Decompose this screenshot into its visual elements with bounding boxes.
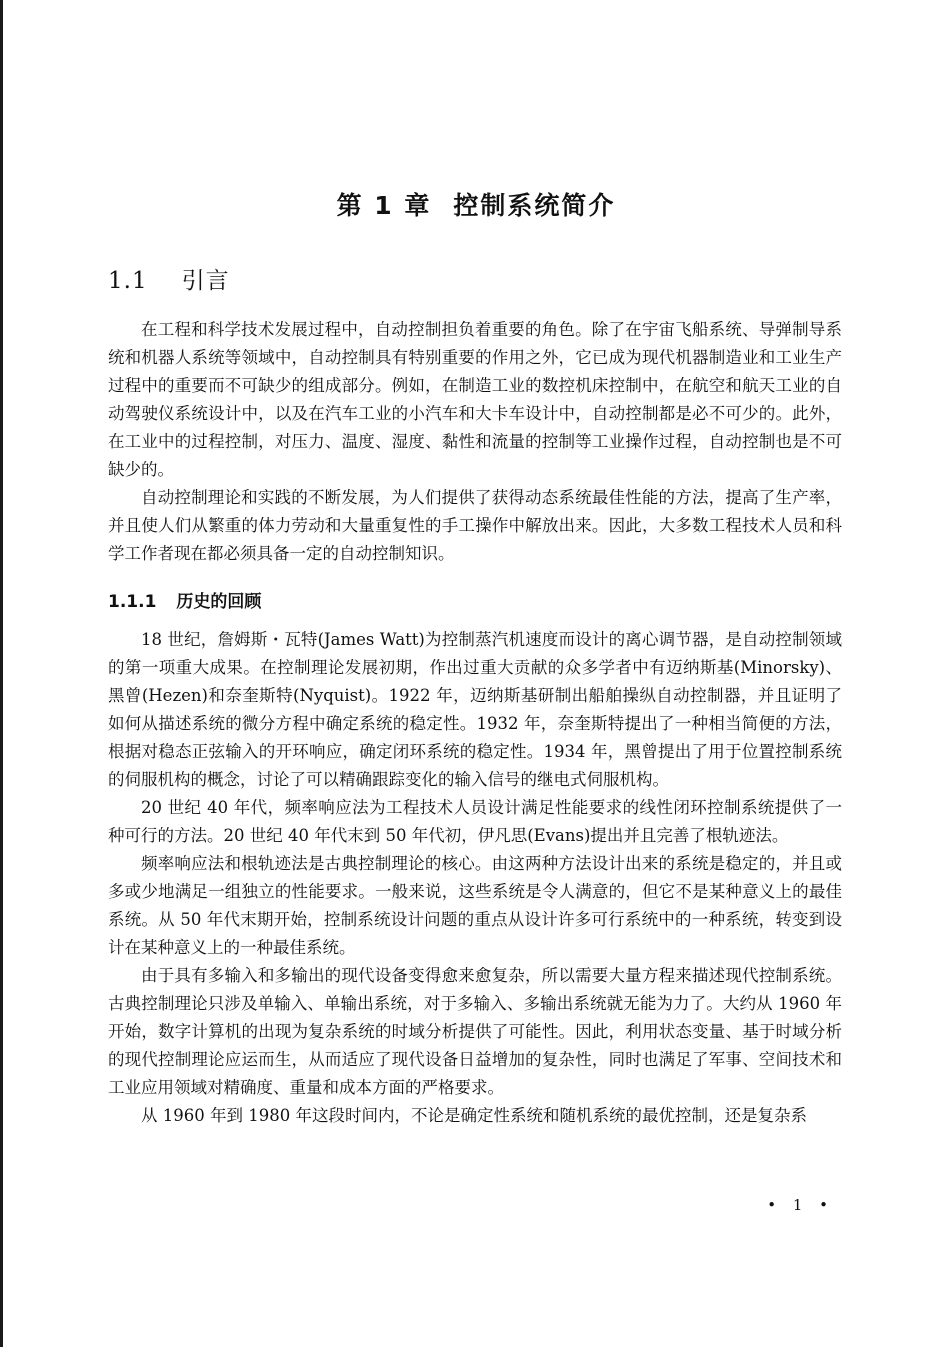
paragraph: 18 世纪，詹姆斯・瓦特(James Watt)为控制蒸汽机速度而设计的离心调节器，是自动控制领域的第一项重大成果。在控制理论发展初期，作出过重大贡献的众多学者中有迈纳斯基(Minorsky)、黑曾(Hezen)和奈奎斯特(Nyquist)。1922 年，迈纳斯基研制出船舶操纵自动控制器，并且证明了如何从描述系统的微分方程中确定系统的稳定性。1932 年，奈奎斯特提出了一种相当简便的方法，根据对稳态正弦输入的开环响应，确定闭环系统的稳定性。1934 年，黑曾提出了用于位置控制系统的伺服机构的概念，讨论了可以精确跟踪变化的输入信号的继电式伺服机构。 [108, 630, 842, 789]
chapter-heading [0, 186, 952, 222]
paragraph: 频率响应法和根轨迹法是古典控制理论的核心。由这两种方法设计出来的系统是稳定的，并且或多或少地满足一组独立的性能要求。一般来说，这些系统是令人满意的，但它不是某种意义上的最佳系统。从 50 年代末期开始，控制系统设计问题的重点从设计许多可行系统中的一种系统，转变到设计在某种意义上的一种最佳系统。 [108, 854, 842, 957]
intro-text-block [108, 316, 842, 568]
subsection-heading [108, 587, 261, 612]
paragraph: 由于具有多输入和多输出的现代设备变得愈来愈复杂，所以需要大量方程来描述现代控制系统。古典控制理论只涉及单输入、单输出系统，对于多输入、多输出系统就无能为力了。大约从 1960 年开始，数字计算机的出现为复杂系统的时域分析提供了可能性。因此，利用状态变量、基于时域分析的现代控制理论应运而生，从而适应了现代设备日益增加的复杂性，同时也满足了军事、空间技术和工业应用领域对精确度、重量和成本方面的严格要求。 [108, 966, 842, 1097]
section-heading [108, 262, 230, 295]
paragraph: 自动控制理论和实践的不断发展，为人们提供了获得动态系统最佳性能的方法，提高了生产率，并且使人们从繁重的体力劳动和大量重复性的手工操作中解放出来。因此，大多数工程技术人员和科学工作者现在都必须具备一定的自动控制知识。 [108, 488, 842, 563]
subsection-number: 1.1.1 [108, 592, 157, 612]
history-text-block [108, 626, 842, 1130]
paragraph: 在工程和科学技术发展过程中，自动控制担负着重要的角色。除了在宇宙飞船系统、导弹制导系统和机器人系统等领域中，自动控制具有特别重要的作用之外，它已成为现代机器制造业和工业生产过程中的重要而不可缺少的组成部分。例如，在制造工业的数控机床控制中，在航空和航天工业的自动驾驶仪系统设计中，以及在汽车工业的小汽车和大卡车设计中，自动控制都是必不可少的。此外，在工业中的过程控制，对压力、温度、湿度、黏性和流量的控制等工业操作过程，自动控制也是不可缺少的。 [108, 320, 842, 479]
chapter-title-text: 控制系统简介 [453, 191, 616, 220]
chapter-number: 第 1 章 [336, 191, 432, 220]
paragraph: 从 1960 年到 1980 年这段时间内，不论是确定性系统和随机系统的最优控制，还是复杂系 [141, 1106, 807, 1125]
paragraph: 20 世纪 40 年代，频率响应法为工程技术人员设计满足性能要求的线性闭环控制系统提供了一种可行的方法。20 世纪 40 年代末到 50 年代初，伊凡思(Evans)提出并且完善了根轨迹法。 [108, 798, 842, 845]
section-title-text: 引言 [181, 268, 230, 294]
section-number: 1.1 [108, 268, 148, 294]
page-number: • 1 • [767, 1196, 834, 1214]
subsection-title-text: 历史的回顾 [176, 592, 262, 612]
